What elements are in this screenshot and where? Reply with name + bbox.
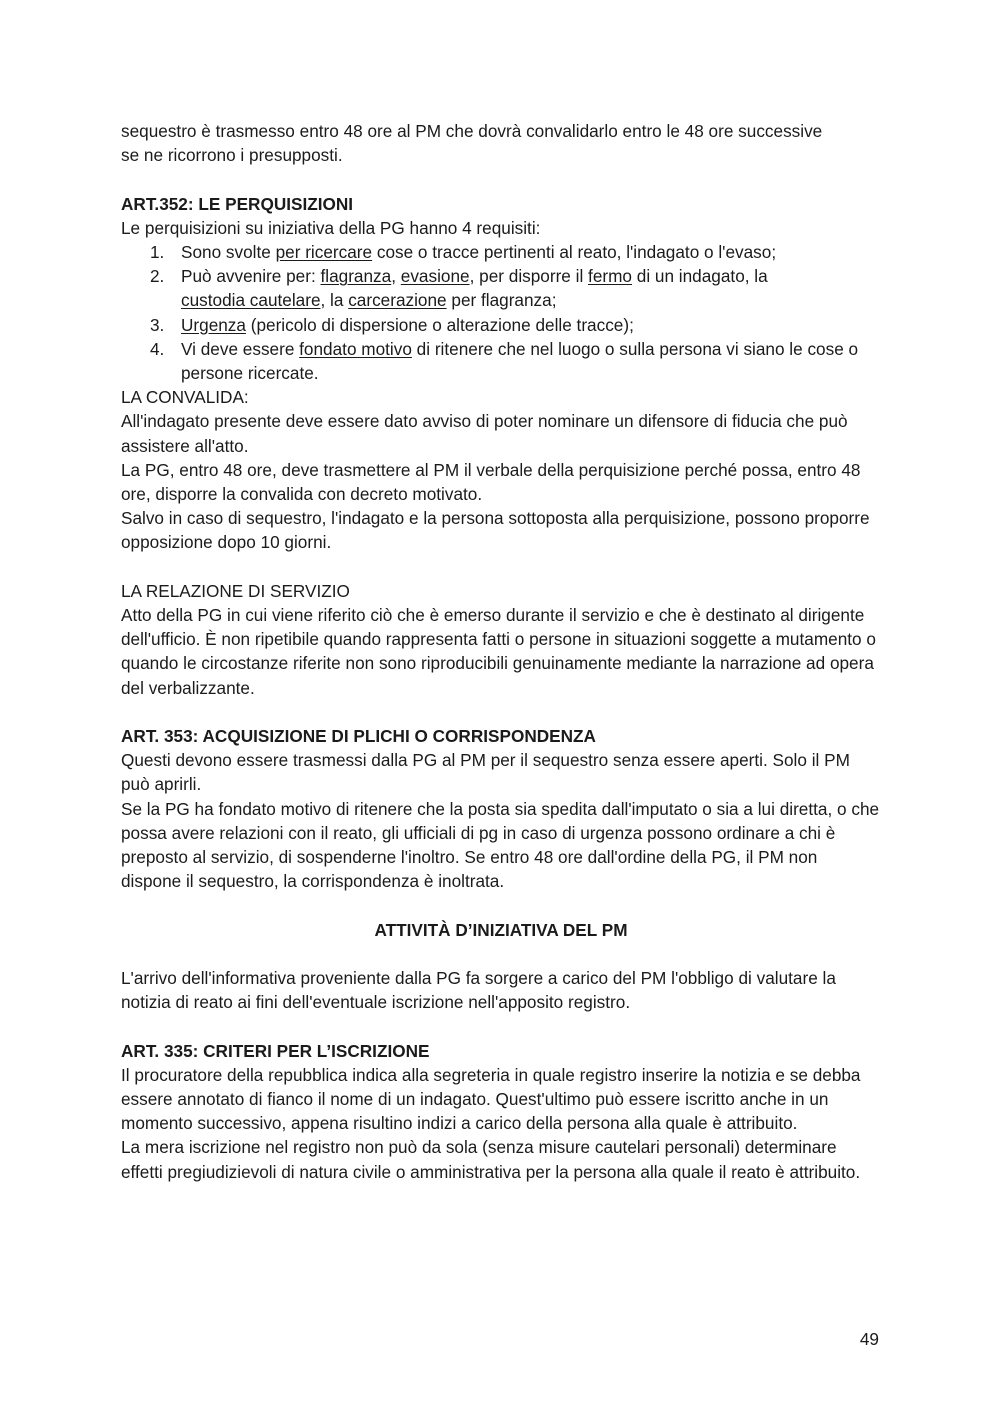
relazione-heading: LA RELAZIONE DI SERVIZIO: [121, 580, 350, 601]
intro-line-1: sequestro è trasmesso entro 48 ore al PM che dovrà convalidarlo entro le 48 ore successive: [121, 121, 823, 141]
art335-heading: ART. 335: CRITERI PER L’ISCRIZIONE: [121, 1040, 430, 1061]
convalida-paragraph-3: Salvo in caso di sequestro, l'indagato e la persona sottoposta alla perquisizione, possono proporre opposizione dopo 10 giorni.: [121, 508, 870, 553]
intro-line-2: se ne ricorrono i presupposti.: [121, 145, 343, 166]
art352-lead: Le perquisizioni su iniziativa della PG hanno 4 requisiti:: [121, 217, 541, 238]
relazione-body: Atto della PG in cui viene riferito ciò che è emerso durante il servizio e che è destinato al dirigente dell'ufficio. È non ripetibile quando rappresenta fatti o persone in situazioni soggette a mutamento o quando le circostanze riferite non sono riproducibili genuinamente mediante la narrazione ad opera del verbalizzante.: [121, 605, 876, 698]
art353-heading: ART. 353: ACQUISIZIONE DI PLICHI O CORRISPONDENZA: [121, 726, 596, 747]
art335-paragraph-1: Il procuratore della repubblica indica alla segreteria in quale registro inserire la notizia e se debba essere annotato di fianco il nome di un indagato. Quest'ultimo può essere iscritto anche in un momento successivo, appena risultino indizi a carico della persona alla quale è attribuito.: [121, 1064, 861, 1134]
list-number: 1.: [150, 242, 165, 262]
convalida-paragraph-1: All'indagato presente deve essere dato avviso di poter nominare un difensore di fiducia che può assistere all'atto.: [121, 411, 848, 456]
document-page: [121, 119, 881, 1184]
list-item: 2. Può avvenire per: flagranza, evasione, per disporre il fermo di un indagato, la custodia cautelare, la carcerazione per flagranza;: [150, 266, 768, 311]
list-number: 4.: [150, 338, 165, 359]
list-item: 3. Urgenza (pericolo di dispersione o alterazione delle tracce);: [121, 313, 881, 337]
art335-paragraph-2: La mera iscrizione nel registro non può da sola (senza misure cautelari personali) determinare effetti pregiudizievoli di natura civile o amministrativa per la persona alla quale il reato è attribuito.: [121, 1137, 861, 1182]
list-number: 2.: [150, 266, 165, 287]
list-number: 3.: [150, 314, 165, 335]
requirements-list: [121, 240, 881, 385]
intro-paragraph: [121, 119, 881, 167]
page-number: 49: [859, 1329, 879, 1349]
list-item: 4. Vi deve essere fondato motivo di ritenere che nel luogo o sulla persona vi siano le cose o persone ricercate.: [150, 338, 859, 384]
attivita-heading: ATTIVITÀ D’INIZIATIVA DEL PM: [374, 919, 628, 940]
list-item: 1. Sono svolte per ricercare cose o tracce pertinenti al reato, l'indagato o l'evaso;: [121, 240, 881, 264]
art352-heading: ART.352: LE PERQUISIZIONI: [121, 193, 354, 214]
convalida-label: LA CONVALIDA:: [121, 387, 249, 408]
convalida-paragraph-2: La PG, entro 48 ore, deve trasmettere al PM il verbale della perquisizione perché possa, entro 48 ore, disporre la convalida con decreto motivato.: [121, 459, 861, 505]
attivita-body: L'arrivo dell'informativa proveniente dalla PG fa sorgere a carico del PM l'obbligo di valutare la notizia di reato ai fini dell'eventuale iscrizione nell'apposito registro.: [121, 968, 836, 1013]
art353-paragraph-2: Se la PG ha fondato motivo di ritenere che la posta sia spedita dall'imputato o sia a lui diretta, o che possa avere relazioni con il reato, gli ufficiali di pg in caso di urgenza possono ordinare a chi è preposto al servizio, di sospenderne l'inoltro. Se entro 48 ore dall'ordine della PG, il PM non dispone il sequestro, la corrispondenza è inoltrata.: [121, 798, 880, 892]
art353-paragraph-1: Questi devono essere trasmessi dalla PG al PM per il sequestro senza essere aperti. Solo il PM può aprirli.: [121, 750, 850, 795]
